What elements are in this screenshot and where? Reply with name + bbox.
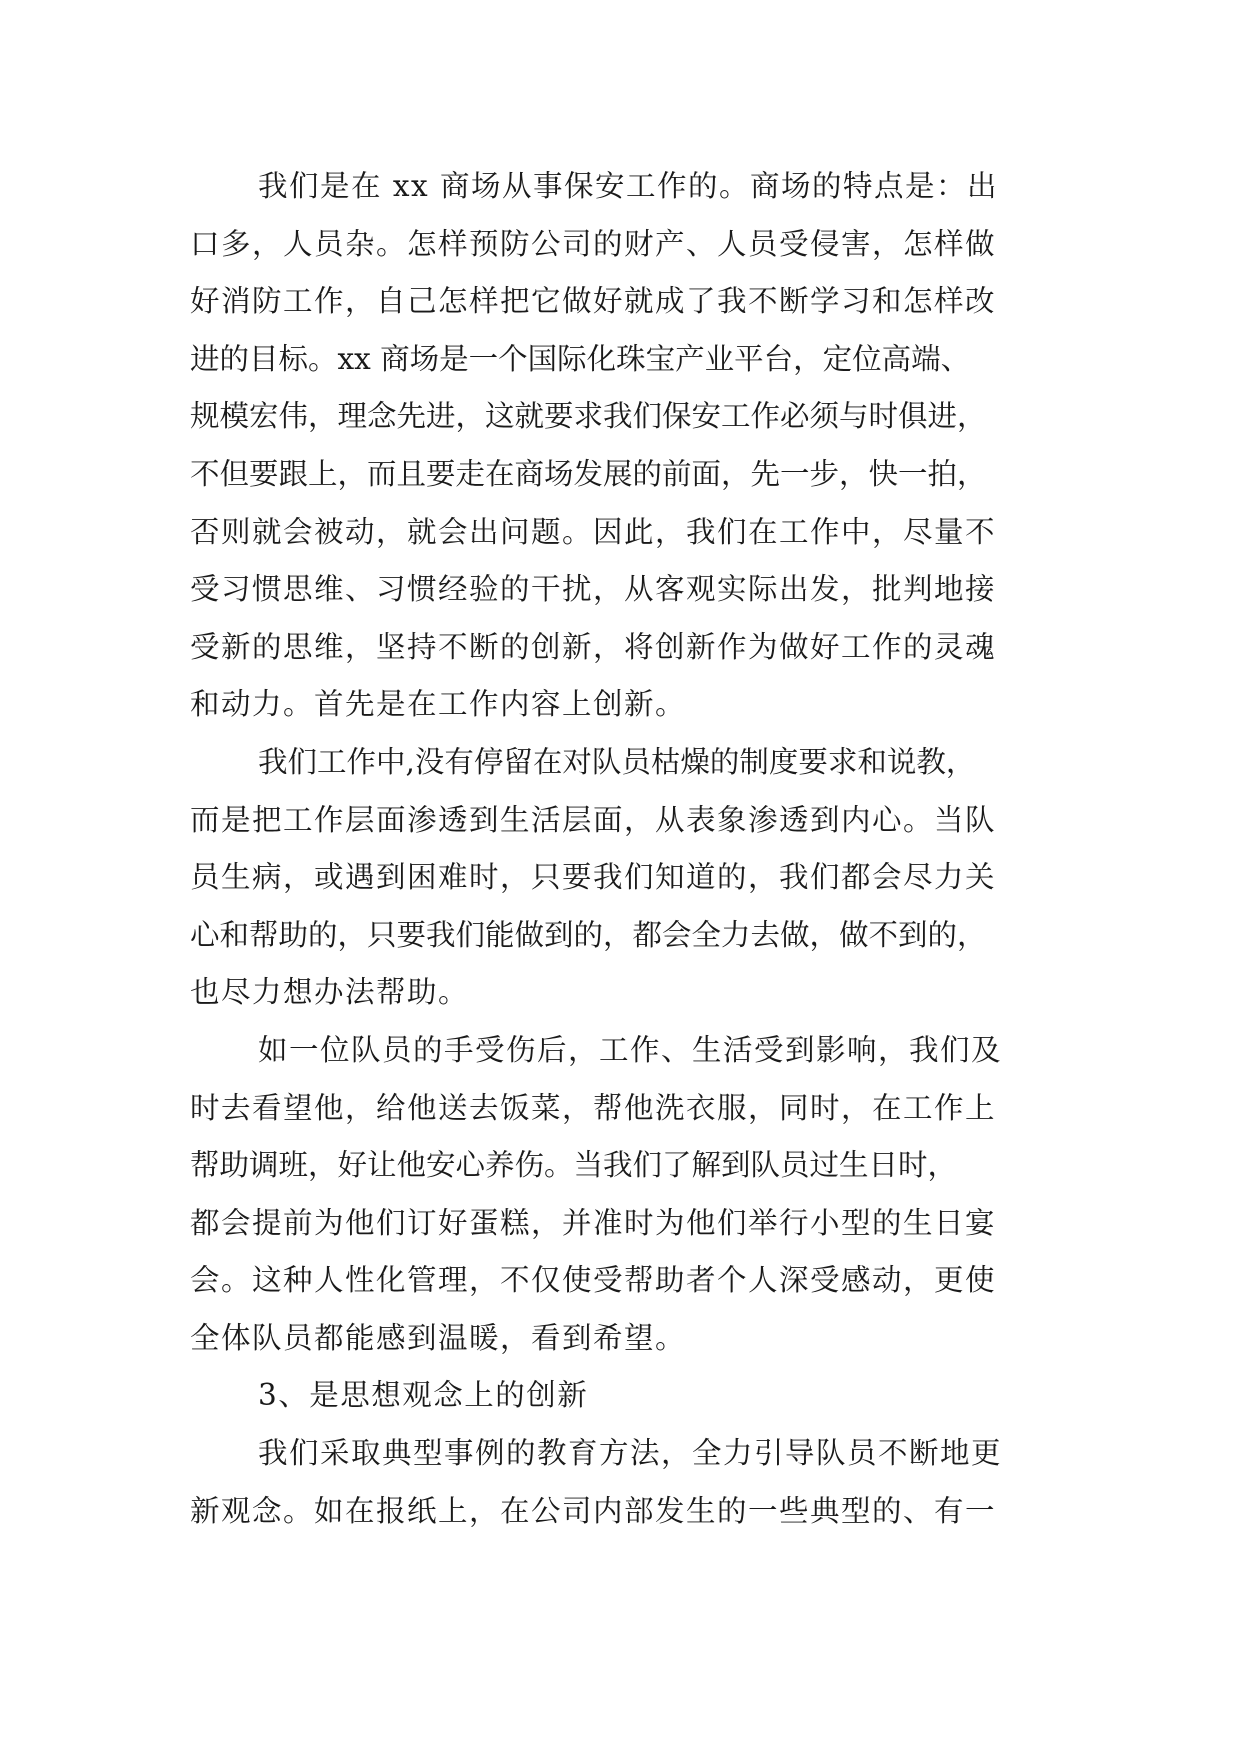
paragraph-1-line-3: 好消防工作，自己怎样把它做好就成了我不断学习和怎样改	[190, 284, 997, 319]
paragraph-2-line-1: 我们工作中,没有停留在对队员枯燥的制度要求和说教，	[258, 744, 976, 779]
section-heading-3: 3、是思想观念上的创新	[258, 1378, 589, 1413]
paragraph-3-line-6: 全体队员都能感到温暖，看到希望。	[190, 1320, 687, 1355]
paragraph-1-line-6: 不但要跟上，而且要走在商场发展的前面，先一步，快一拍，	[190, 456, 987, 491]
paragraph-3-line-1: 如一位队员的手受伤后，工作、生活受到影响，我们及	[258, 1032, 1003, 1067]
paragraph-1-line-1: 我们是在 xx 商场从事保安工作的。商场的特点是：出	[258, 169, 999, 203]
paragraph-1-line-9: 受新的思维，坚持不断的创新，将创新作为做好工作的灵魂	[190, 629, 997, 664]
paragraph-2-line-5: 也尽力想办法帮助。	[190, 975, 470, 1010]
paragraph-1-line-4: 进的目标。xx 商场是一个国际化珠宝产业平台，定位高端、	[190, 341, 971, 376]
paragraph-4-line-2: 新观念。如在报纸上，在公司内部发生的一些典型的、有一	[190, 1493, 997, 1528]
paragraph-1-line-10: 和动力。首先是在工作内容上创新。	[190, 687, 687, 722]
paragraph-3-line-4: 都会提前为他们订好蛋糕，并准时为他们举行小型的生日宴	[190, 1205, 997, 1240]
paragraph-2-line-3: 员生病，或遇到困难时，只要我们知道的，我们都会尽力关	[190, 860, 997, 895]
paragraph-2-line-2: 而是把工作层面渗透到生活层面，从表象渗透到内心。当队	[190, 802, 997, 837]
paragraph-3-line-5: 会。这种人性化管理，不仅使受帮助者个人深受感动，更使	[190, 1263, 997, 1298]
document-body	[190, 158, 1048, 1540]
paragraph-2-line-4: 心和帮助的，只要我们能做到的，都会全力去做，做不到的，	[190, 917, 987, 952]
paragraph-3-line-3: 帮助调班，好让他安心养伤。当我们了解到队员过生日时，	[190, 1148, 958, 1183]
paragraph-4-line-1: 我们采取典型事例的教育方法，全力引导队员不断地更	[258, 1436, 1003, 1471]
paragraph-1-line-8: 受习惯思维、习惯经验的干扰，从客观实际出发，批判地接	[190, 572, 997, 607]
paragraph-1-line-7: 否则就会被动，就会出问题。因此，我们在工作中，尽量不	[190, 514, 997, 549]
paragraph-3-line-2: 时去看望他，给他送去饭菜，帮他洗衣服，同时，在工作上	[190, 1090, 997, 1125]
paragraph-1-line-2: 口多，人员杂。怎样预防公司的财产、人员受侵害，怎样做	[190, 226, 997, 261]
paragraph-1-line-5: 规模宏伟，理念先进，这就要求我们保安工作必须与时俱进，	[190, 399, 987, 434]
